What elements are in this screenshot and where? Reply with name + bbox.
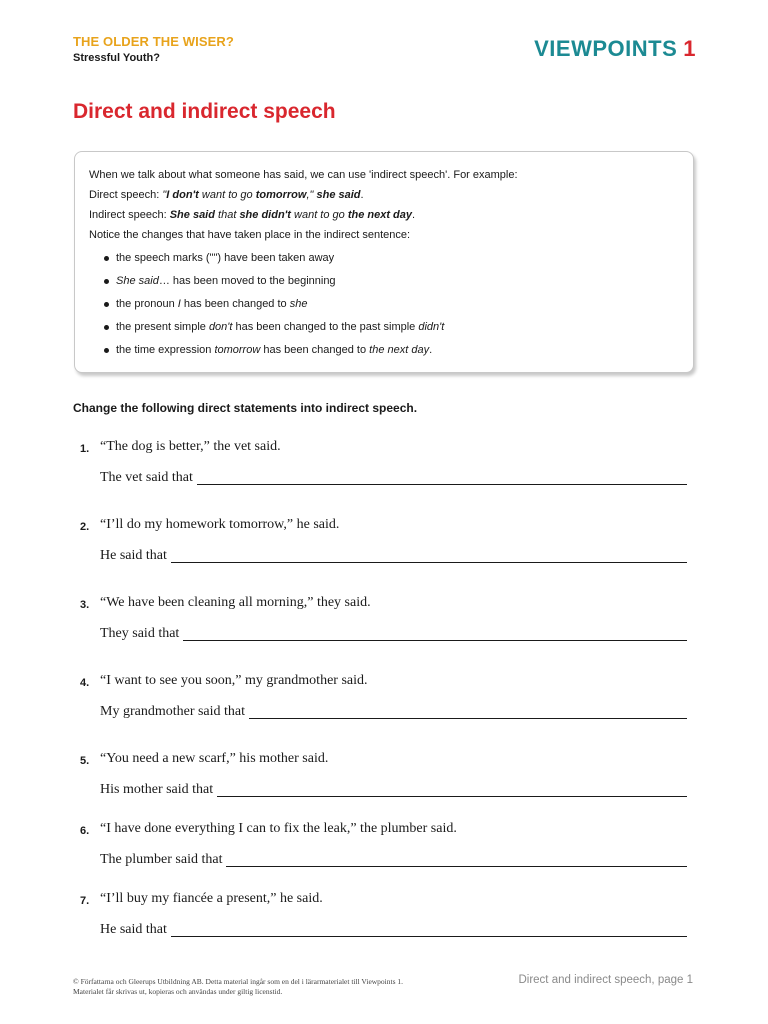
exercise-question: “I’ll buy my fiancée a present,” he said. bbox=[100, 891, 323, 906]
exercise-number: 5. bbox=[80, 755, 90, 767]
answer-line[interactable] bbox=[100, 782, 687, 798]
answer-line[interactable] bbox=[100, 852, 687, 868]
intro-text: When we talk about what someone has said, we can use 'indirect speech'. For example: bbox=[89, 169, 518, 181]
list-item: the present simple don't has been changed to the past simple didn't bbox=[89, 316, 679, 339]
answer-blank[interactable] bbox=[171, 923, 687, 937]
answer-blank[interactable] bbox=[217, 783, 687, 797]
exercise-number: 7. bbox=[80, 895, 90, 907]
answer-lead: His mother said that bbox=[100, 782, 214, 797]
exercise-instruction: Change the following direct statements into indirect speech. bbox=[73, 401, 418, 415]
answer-line[interactable] bbox=[100, 470, 687, 486]
page-label: Direct and indirect speech, page 1 bbox=[518, 974, 693, 986]
section-title: THE OLDER THE WISER? bbox=[73, 34, 234, 49]
exercise-question: “I want to see you soon,” my grandmother said. bbox=[100, 673, 368, 688]
section-subtitle: Stressful Youth? bbox=[73, 52, 160, 64]
brand-word: VIEWPOINTS bbox=[534, 36, 678, 61]
answer-line[interactable] bbox=[100, 704, 687, 720]
list-item: She said… has been moved to the beginning bbox=[89, 270, 679, 293]
answer-line[interactable] bbox=[100, 922, 687, 938]
notice-text: Notice the changes that have taken place in the indirect sentence: bbox=[89, 229, 411, 241]
answer-lead: The vet said that bbox=[100, 470, 193, 485]
answer-line[interactable] bbox=[100, 626, 687, 642]
exercise-question: “I have done everything I can to fix the leak,” the plumber said. bbox=[100, 821, 457, 836]
exercise-question: “I’ll do my homework tomorrow,” he said. bbox=[100, 517, 340, 532]
answer-blank[interactable] bbox=[197, 471, 687, 485]
answer-blank[interactable] bbox=[183, 627, 687, 641]
answer-lead: He said that bbox=[100, 548, 167, 563]
answer-blank[interactable] bbox=[171, 549, 687, 563]
answer-blank[interactable] bbox=[226, 853, 687, 867]
exercise-question: “We have been cleaning all morning,” they said. bbox=[100, 595, 371, 610]
answer-lead: He said that bbox=[100, 922, 167, 937]
copyright-notice: © Författarna och Gleerups Utbildning AB. Detta material ingår som en del i lärarmaterialet till Viewpoints 1. Materialet får skrivas ut, kopieras och användas under giltig licenstid. bbox=[73, 977, 404, 996]
answer-blank[interactable] bbox=[249, 705, 687, 719]
exercise-number: 6. bbox=[80, 825, 90, 837]
brand-logo bbox=[534, 36, 696, 62]
page-title: Direct and indirect speech bbox=[73, 100, 336, 123]
header-section bbox=[73, 34, 234, 64]
exercise-number: 3. bbox=[80, 599, 90, 611]
list-item: the time expression tomorrow has been changed to the next day. bbox=[89, 339, 679, 362]
list-item: the pronoun I has been changed to she bbox=[89, 293, 679, 316]
list-item: the speech marks ("") have been taken away bbox=[89, 247, 679, 270]
exercise-question: “You need a new scarf,” his mother said. bbox=[100, 751, 329, 766]
explanation-box bbox=[74, 151, 694, 373]
changes-list bbox=[89, 247, 679, 362]
direct-speech-example: Direct speech: "I don't want to go tomorrow," she said. bbox=[89, 189, 364, 201]
indirect-speech-example: Indirect speech: She said that she didn't want to go the next day. bbox=[89, 209, 416, 221]
answer-lead: My grandmother said that bbox=[100, 704, 246, 719]
exercise-number: 4. bbox=[80, 677, 90, 689]
exercise-number: 1. bbox=[80, 443, 90, 455]
exercise-number: 2. bbox=[80, 521, 90, 533]
answer-lead: They said that bbox=[100, 626, 180, 641]
answer-line[interactable] bbox=[100, 548, 687, 564]
answer-lead: The plumber said that bbox=[100, 852, 223, 867]
exercise-question: “The dog is better,” the vet said. bbox=[100, 439, 281, 454]
brand-number: 1 bbox=[683, 36, 696, 61]
